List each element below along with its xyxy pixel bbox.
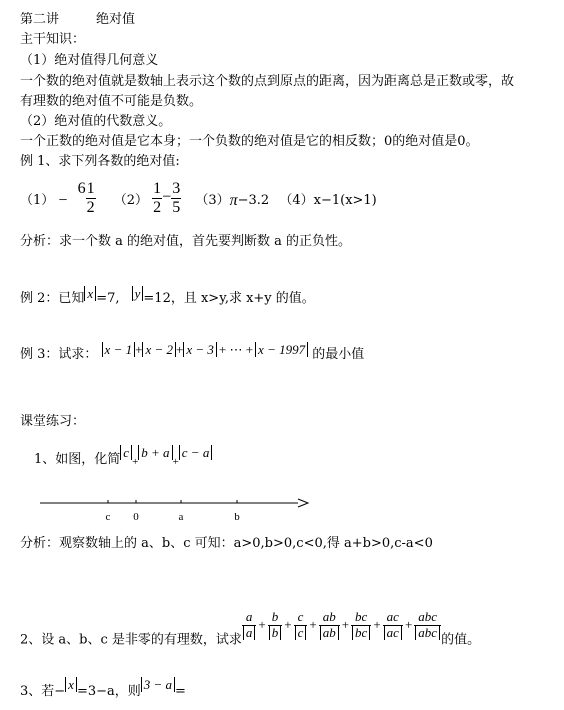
p2-fraction-denominator: c <box>294 626 308 640</box>
p2-fraction-numerator: abc <box>414 610 441 625</box>
p2-plus: + <box>284 617 292 632</box>
p2-fraction-denominator: a <box>242 626 257 640</box>
ex3-expression <box>102 343 313 358</box>
axis-label-0: 0 <box>133 511 139 523</box>
p2-plus: + <box>258 617 266 632</box>
practice2 <box>20 600 480 650</box>
p2-fraction-term <box>414 610 441 640</box>
p2-prefix: 2、设 a、b、c 是非零的有理数，试求 <box>20 632 242 648</box>
ex2-eq2: =12，且 x>y,求 x+y 的值。 <box>143 291 315 306</box>
ex2-abs-x: x <box>84 286 96 301</box>
p1-prefix: 1、如图，化简 <box>34 452 121 467</box>
p3-suffix: = <box>175 684 186 699</box>
axis-label-c: c <box>105 511 111 523</box>
practice-heading: 课堂练习： <box>20 414 86 429</box>
p2-plus: + <box>373 617 381 632</box>
p2-plus: + <box>341 617 350 632</box>
example1-title: 例 1、求下列各数的绝对值: <box>20 154 180 169</box>
ex3-suffix: 的最小值 <box>312 347 365 362</box>
p1-term1: c <box>120 445 132 460</box>
ex1-item2-den2: 5 <box>172 198 181 216</box>
ex1-item4-expr: x−1(x>1) <box>313 193 377 209</box>
ex1-item3-rest: −3.2 <box>237 193 270 209</box>
axis-label-a: a <box>178 511 184 523</box>
ex3-term3: x − 3 <box>183 342 217 357</box>
p2-fraction-numerator: a <box>242 610 257 625</box>
p3-prefix: 3、若− <box>20 684 66 699</box>
lecture-topic: 绝对值 <box>96 12 136 27</box>
ex3-plus2: + <box>175 342 184 357</box>
ex1-item1-num: 1 <box>86 180 95 197</box>
p2-fraction-denominator: ab <box>319 626 340 640</box>
ex2-abs-y: y <box>132 286 144 301</box>
ex1-item1-frac <box>86 180 96 216</box>
ex1-item3-pi: π <box>229 192 238 210</box>
ex3-plus1: + <box>135 342 143 357</box>
p2-fraction-term <box>294 610 308 640</box>
ex1-item4-label: （4） <box>279 193 314 209</box>
p2-fraction-term <box>319 610 340 640</box>
main-knowledge-heading: 主干知识： <box>20 32 86 47</box>
p2-fraction-denominator: bc <box>351 626 371 640</box>
ex3-prefix: 例 3：试求： <box>20 347 98 362</box>
ex2-eq1: =7, <box>96 291 120 306</box>
p1-plus2: + <box>172 456 179 468</box>
p2-fraction-denominator: b <box>268 626 283 640</box>
ex1-item3-label: （3） <box>195 193 230 209</box>
number-line <box>36 494 316 524</box>
point1-title: （1）绝对值得几何意义 <box>20 53 159 68</box>
p1-expression <box>120 445 212 468</box>
ex1-item2-num2: 3 <box>172 180 181 197</box>
point1-line1: 一个数的绝对值就是数轴上表示这个数的点到原点的距离，因为距离总是正数或零，故 <box>20 74 515 89</box>
ex1-item2-frac2 <box>171 180 181 216</box>
ex3-dots: + ⋯ + <box>218 342 254 357</box>
lecture-number: 第二讲 <box>20 12 60 27</box>
p2-fraction-term <box>351 610 371 640</box>
example1-analysis: 分析：求一个数 a 的绝对值，首先要判断数 a 的正负性。 <box>20 234 352 249</box>
p2-fraction-term <box>242 610 257 640</box>
ex1-item1-whole: 6 <box>77 180 86 197</box>
p2-fraction-term <box>383 610 403 640</box>
p2-fraction-numerator: b <box>268 610 283 625</box>
p2-fraction-numerator: ac <box>383 610 403 625</box>
point2-title: （2）绝对值的代数意义。 <box>20 114 172 129</box>
ex3-term4: x − 1997 <box>255 342 308 357</box>
practice3 <box>20 677 186 703</box>
p1-term2: b + a <box>138 445 172 460</box>
p2-plus: + <box>404 617 413 632</box>
ex1-item1-mixed <box>78 180 96 216</box>
ex1-item2-num1: 1 <box>153 180 162 197</box>
ex2-prefix: 例 2：已知 <box>20 291 85 306</box>
p2-fraction-denominator: abc <box>414 626 441 640</box>
example2 <box>20 288 315 309</box>
ex1-item2-op: − <box>162 188 172 206</box>
p2-fraction-denominator: ac <box>383 626 403 640</box>
practice1 <box>34 445 212 471</box>
ex1-item1-sign: − <box>58 192 68 210</box>
p2-suffix: 的值。 <box>441 632 481 648</box>
p2-expression <box>242 609 441 640</box>
p2-fraction-numerator: ab <box>319 610 340 625</box>
p2-fraction-numerator: bc <box>351 610 371 625</box>
p2-fraction-term <box>268 610 283 640</box>
p3-mid: =3−a，则 <box>76 684 141 699</box>
point2-line: 一个正数的绝对值是它本身；一个负数的绝对值是它的相反数；0的绝对值是0。 <box>20 134 479 149</box>
p3-abs-x: x <box>65 677 77 692</box>
p3-abs-expr: 3 − a <box>141 677 175 692</box>
ex1-item2-den1: 2 <box>153 198 162 216</box>
axis-label-b: b <box>234 511 240 523</box>
ex1-item2-label: （2） <box>113 193 149 209</box>
example1-items <box>20 180 377 224</box>
p1-plus1: + <box>132 456 139 468</box>
p2-fraction-numerator: c <box>294 610 308 625</box>
ex1-item1-den: 2 <box>86 198 95 216</box>
p2-plus: + <box>309 617 317 632</box>
ex1-item2-frac1 <box>152 180 162 216</box>
ex3-term1: x − 1 <box>102 342 136 357</box>
ex3-term2: x − 2 <box>142 342 176 357</box>
number-line-arrow-icon <box>298 499 308 507</box>
point1-line2: 有理数的绝对值不可能是负数。 <box>20 94 203 109</box>
ex1-item1-label: （1） <box>20 193 55 209</box>
p1-term3: c − a <box>179 445 213 460</box>
practice1-analysis: 分析：观察数轴上的 a、b、c 可知：a>0,b>0,c<0,得 a+b>0,c-a<0 <box>20 536 433 551</box>
example3 <box>20 343 364 366</box>
